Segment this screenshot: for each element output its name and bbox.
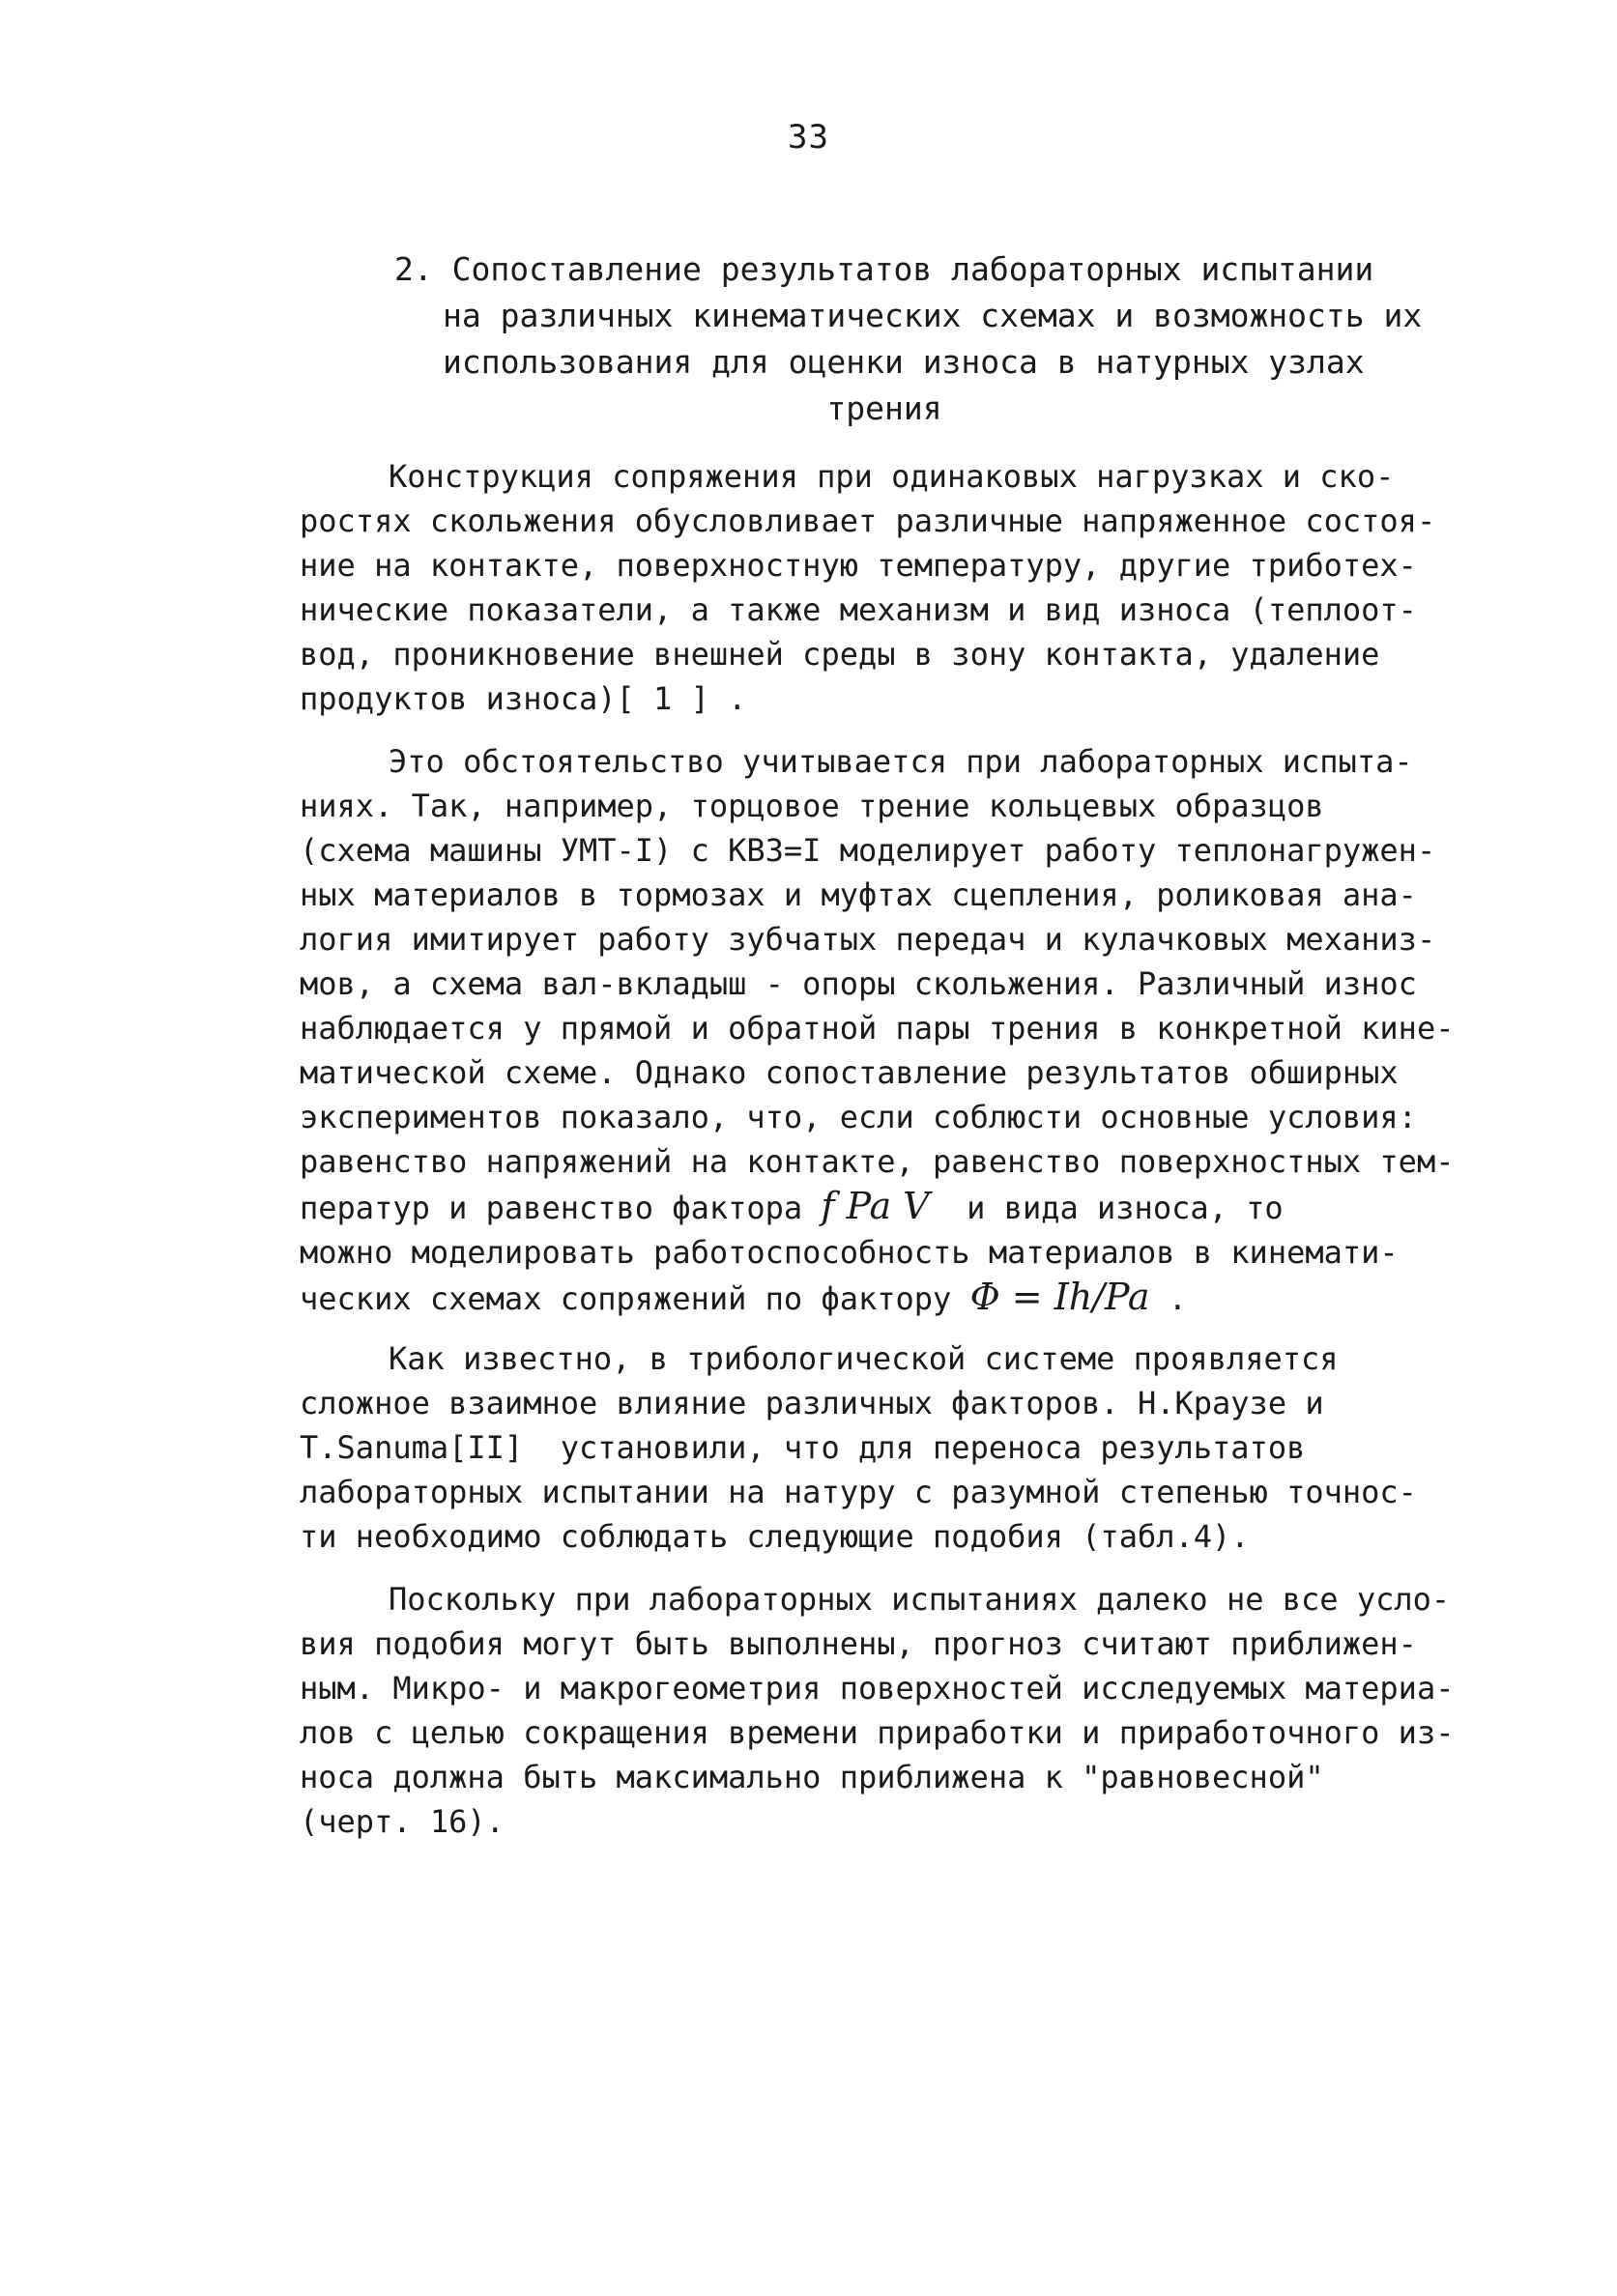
text-line: нические показатели, а также механизм и вид износа (теплоот- bbox=[300, 591, 1417, 628]
text-line: логия имитирует работу зубчатых передач и кулачковых механиз- bbox=[300, 921, 1436, 958]
heading-line: использования для оценки износа в натурных узлах bbox=[443, 343, 1365, 381]
paragraph-2 bbox=[300, 739, 1459, 1321]
text-line: лов с целью сокращения времени приработки и приработочного из- bbox=[300, 1714, 1455, 1751]
text-line: Поскольку при лабораторных испытаниях далеко не все усло- bbox=[389, 1581, 1451, 1618]
text-line: наблюдается у прямой и обратной пары трения в конкретной кине- bbox=[300, 1010, 1455, 1047]
text-line: ростях скольжения обусловливает различные напряженное состоя- bbox=[300, 502, 1436, 539]
text-fragment: и вида износа, то bbox=[929, 1190, 1284, 1226]
text-line: сложное взаимное влияние различных факторов. Н.Краузе и bbox=[300, 1385, 1324, 1421]
formula-phi: Φ = Ih/Pa bbox=[969, 1276, 1150, 1318]
text-line: лабораторных испытании на натуру с разумной степенью точнос- bbox=[300, 1474, 1417, 1510]
text-line: Конструкция сопряжения при одинаковых нагрузках и ско- bbox=[389, 458, 1395, 495]
text-line: Это обстоятельство учитывается при лабораторных испыта- bbox=[389, 743, 1413, 780]
paragraph-3 bbox=[300, 1336, 1459, 1559]
text-line: мов, а схема вал-вкладыш - опоры скольжения. Различный износ bbox=[300, 965, 1417, 1002]
text-line: ных материалов в тормозах и муфтах сцепления, роликовая ана- bbox=[300, 876, 1417, 913]
text-line: ние на контакте, поверхностную температуру, другие триботех- bbox=[300, 547, 1417, 584]
text-fragment: ператур и равенство фактора bbox=[300, 1190, 822, 1226]
text-line: экспериментов показало, что, если соблюсти основные условия: bbox=[300, 1099, 1417, 1135]
page-number: 33 bbox=[788, 118, 829, 157]
formula-fpav: f Pa V bbox=[821, 1185, 930, 1227]
heading-line: 2. Сопоставление результатов лабораторных испытании bbox=[394, 250, 1374, 288]
text-line: ти необходимо соблюдать следующие подобия (табл.4). bbox=[300, 1518, 1250, 1555]
section-heading bbox=[387, 246, 1423, 432]
text-line: равенство напряжений на контакте, равенство поверхностных тем- bbox=[300, 1143, 1455, 1180]
heading-line: трения bbox=[826, 389, 942, 427]
text-line: вия подобия могут быть выполнены, прогноз считают приближен- bbox=[300, 1625, 1417, 1662]
text-line: Как известно, в трибологической системе проявляется bbox=[389, 1340, 1339, 1377]
paragraph-4 bbox=[300, 1577, 1459, 1844]
text-fragment: ческих схемах сопряжений по фактору bbox=[300, 1280, 970, 1317]
text-line: (схема машины УМТ-I) с КВЗ=I моделирует работу теплонагружен- bbox=[300, 832, 1436, 869]
text-line: ниях. Так, например, торцовое трение кольцевых образцов bbox=[300, 788, 1324, 824]
text-line-with-formula bbox=[300, 1275, 1459, 1321]
text-fragment: . bbox=[1149, 1280, 1188, 1317]
text-line: матической схеме. Однако сопоставление результатов обширных bbox=[300, 1054, 1399, 1091]
text-line: (черт. 16). bbox=[300, 1803, 505, 1840]
text-line: можно моделировать работоспособность материалов в кинемати- bbox=[300, 1234, 1399, 1271]
text-line: T.Sanuma[II] установили, что для переноса результатов bbox=[300, 1429, 1306, 1466]
text-line: вод, проникновение внешней среды в зону контакта, удаление bbox=[300, 636, 1380, 673]
text-line: ным. Микро- и макрогеометрия поверхностей исследуемых материа- bbox=[300, 1670, 1455, 1707]
text-line: продуктов износа)[ 1 ] . bbox=[300, 680, 747, 717]
text-line: носа должна быть максимально приближена к "равновесной" bbox=[300, 1759, 1324, 1795]
paragraph-1 bbox=[300, 454, 1459, 721]
heading-line: на различных кинематических схемах и возможность их bbox=[443, 297, 1423, 334]
text-line-with-formula bbox=[300, 1184, 1459, 1230]
